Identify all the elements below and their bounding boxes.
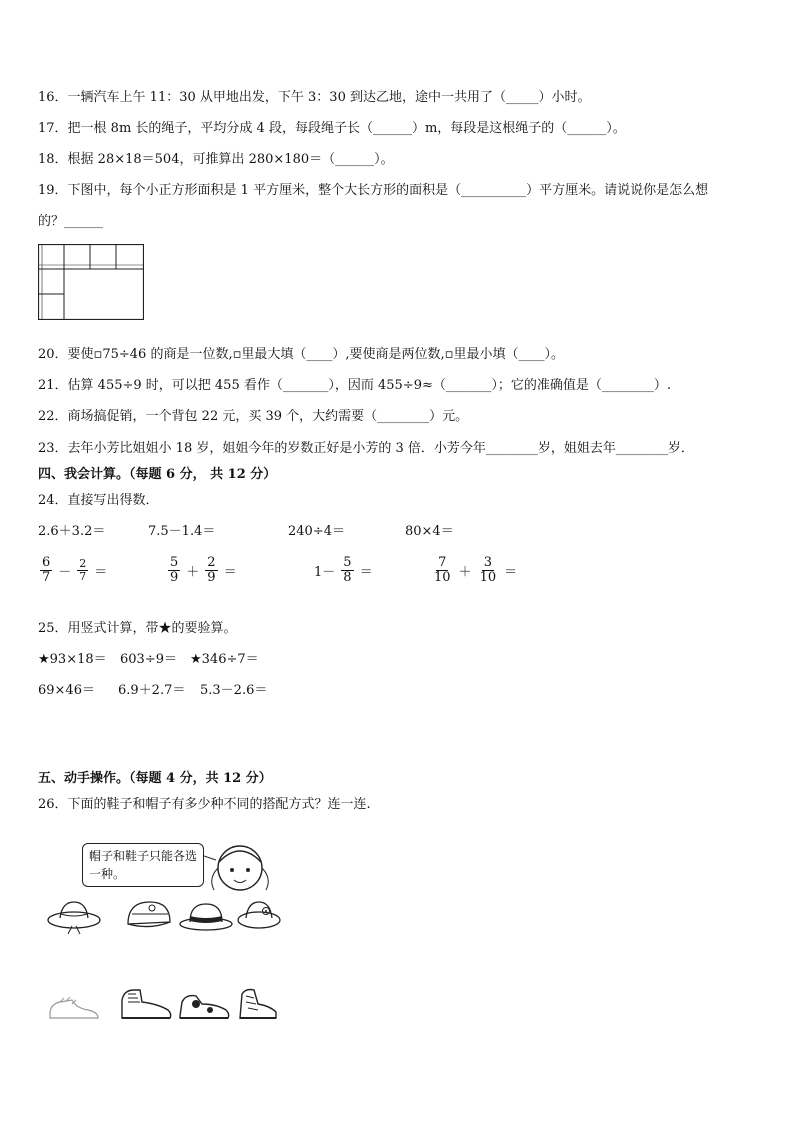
calc-row-2-item: 603÷9＝ xyxy=(120,652,177,667)
question-19-line1: 19．下图中，每个小正方形面积是 1 平方厘米，整个大长方形的面积是（__________）平方厘米。请说说你是怎么想 xyxy=(38,183,709,198)
question-25: 25．用竖式计算，带★的要验算。 xyxy=(38,621,237,636)
section-5-title: 五、动手操作。（每题 4 分，共 12 分） xyxy=(38,771,272,786)
fraction-expression: $\frac{5}{9}$ ＋ $\frac{2}{9}$ ＝ xyxy=(170,555,237,586)
speech-bubble: 帽子和鞋子只能各选一种。 xyxy=(82,843,204,887)
calc-row-1-item: 80×4＝ xyxy=(405,524,454,539)
fraction-expression: $\frac{6}{7}$ － $\frac{2}{7}$ ＝ xyxy=(42,555,108,586)
calc-row-3-item: 6.9＋2.7＝ xyxy=(118,683,186,698)
question-21: 21．估算 455÷9 时，可以把 455 看作（_______），因而 455÷9≈（_______）；它的准确值是（________）. xyxy=(38,378,671,393)
calc-row-3-item: 5.3－2.6＝ xyxy=(200,683,268,698)
question-19-line2: 的？______ xyxy=(38,214,104,229)
girl-face-icon xyxy=(204,838,276,902)
question-17: 17．把一根 8m 长的绳子，平均分成 4 段，每段绳子长（______）m，每段是这根绳子的（______）。 xyxy=(38,121,626,136)
cap-icon xyxy=(120,896,176,940)
question-23: 23．去年小芳比姐姐小 18 岁，姐姐今年的岁数正好是小芳的 3 倍．小芳今年________岁，姐姐去年________岁． xyxy=(38,441,694,456)
calc-row-2-item: ★346÷7＝ xyxy=(190,652,259,667)
calc-row-1-item: 7.5－1.4＝ xyxy=(148,524,216,539)
question-26: 26．下面的鞋子和帽子有多少种不同的搭配方式？连一连. xyxy=(38,797,371,812)
section-4-title: 四、我会计算。（每题 6 分， 共 12 分） xyxy=(38,467,277,482)
question-18: 18．根据 28×18＝504，可推算出 280×180＝（______）。 xyxy=(38,152,394,167)
calc-row-1-item: 2.6＋3.2＝ xyxy=(38,524,106,539)
bow-hat-icon xyxy=(236,896,282,938)
boot-icon xyxy=(118,984,176,1028)
fraction-expression: $\frac{7}{10}$ ＋ $\frac{3}{10}$ ＝ xyxy=(434,555,518,586)
question-20: 20．要使▫75÷46 的商是一位数,▫里最大填（____）,要使商是两位数,▫里最小填（____）。 xyxy=(38,347,564,362)
question-22: 22．商场搞促销，一个背包 22 元，买 39 个，大约需要（________）元。 xyxy=(38,409,469,424)
question-24: 24．直接写出得数． xyxy=(38,493,159,508)
calc-row-1-item: 240÷4＝ xyxy=(288,524,345,539)
rectangle-grid-figure xyxy=(38,244,144,324)
calc-row-2-item: ★93×18＝ xyxy=(38,652,107,667)
fedora-hat-icon xyxy=(178,898,234,938)
calc-row-3-item: 69×46＝ xyxy=(38,683,95,698)
sneaker-icon xyxy=(176,986,232,1028)
question-16: 16．一辆汽车上午 11：30 从甲地出发，下午 3：30 到达乙地，途中一共用了（_____）小时。 xyxy=(38,90,591,105)
fraction-expression: 1－ $\frac{5}{8}$ ＝ xyxy=(314,555,373,586)
high-top-shoe-icon xyxy=(236,984,280,1028)
shoe-icon xyxy=(46,990,102,1028)
hat-icon xyxy=(46,896,102,940)
